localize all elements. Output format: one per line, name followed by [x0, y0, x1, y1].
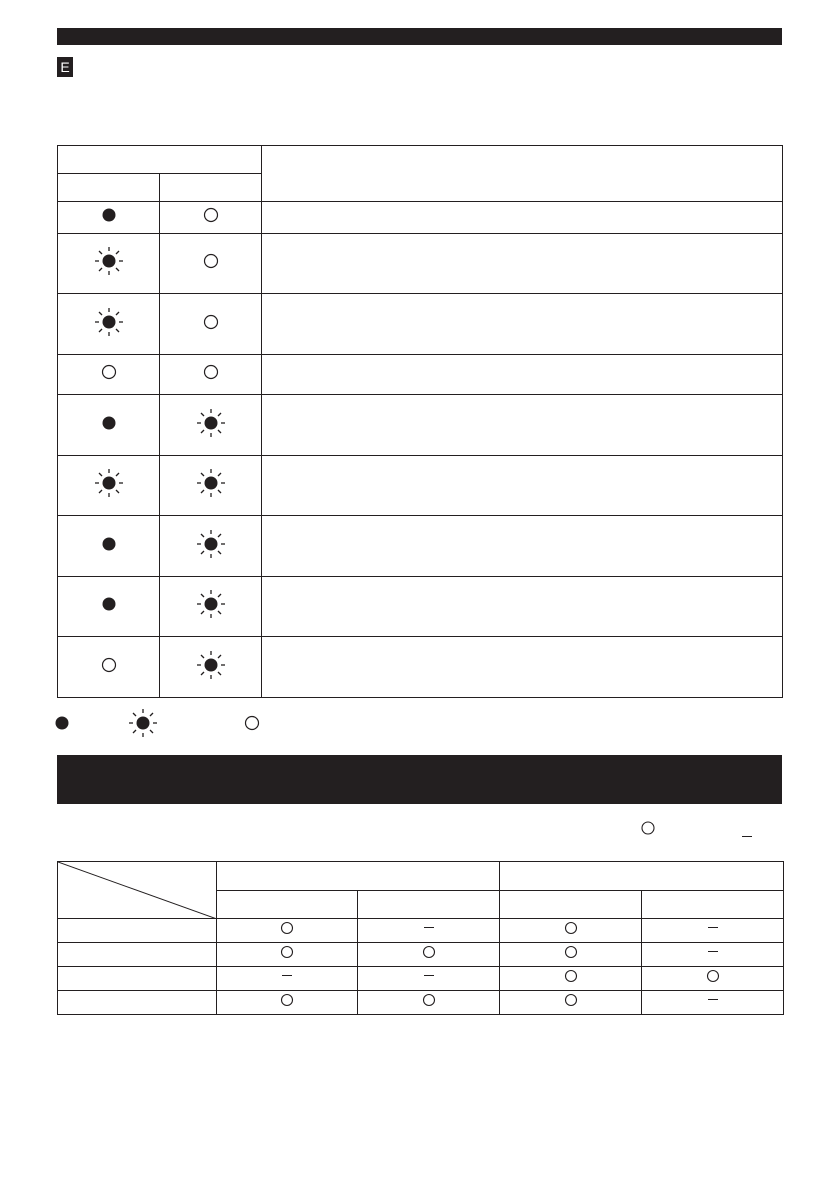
compatibility-row	[58, 919, 784, 943]
compatible-icon	[217, 919, 358, 943]
lamp-off-icon	[203, 314, 219, 335]
compatible-key-icon	[640, 820, 656, 836]
lamp-off-icon	[101, 364, 117, 385]
diagonal-header-cell	[58, 862, 217, 919]
lamp1-cell	[58, 395, 160, 456]
group-b-header	[500, 862, 784, 891]
row-label	[58, 943, 217, 967]
status-row	[58, 294, 783, 355]
lamp1-cell	[58, 456, 160, 516]
lamp-blinking-icon	[196, 650, 226, 685]
description-header	[262, 146, 783, 202]
lamp1-cell	[58, 577, 160, 637]
group-a-sub1-header	[217, 891, 358, 919]
lamp2-cell	[160, 202, 262, 234]
lamp2-cell	[160, 294, 262, 355]
lamp2-cell	[160, 355, 262, 395]
status-description	[262, 355, 783, 395]
top-header-bar	[57, 28, 782, 45]
lamp-blinking-icon	[94, 307, 124, 342]
lamp-on-icon	[54, 708, 70, 743]
group-a-header	[217, 862, 500, 891]
not-compatible-key-icon	[742, 828, 752, 844]
status-description	[262, 234, 783, 294]
lamp2-header	[160, 174, 262, 202]
not-compatible-icon	[358, 967, 500, 991]
compatible-icon	[500, 967, 642, 991]
lamp-off-icon	[203, 253, 219, 274]
group-b-sub1-header	[500, 891, 642, 919]
status-row	[58, 456, 783, 516]
lamp1-cell	[58, 355, 160, 395]
status-row	[58, 395, 783, 456]
status-row	[58, 202, 783, 234]
status-description	[262, 202, 783, 234]
status-description	[262, 637, 783, 698]
lamp2-cell	[160, 516, 262, 577]
compatible-icon	[358, 991, 500, 1015]
row-label	[58, 919, 217, 943]
lamp2-cell	[160, 456, 262, 516]
group-a-sub2-header	[358, 891, 500, 919]
compatible-icon	[217, 991, 358, 1015]
status-description	[262, 294, 783, 355]
not-compatible-icon	[642, 919, 784, 943]
lamp-off-icon	[203, 364, 219, 385]
lamp-group-header	[58, 146, 262, 174]
compatible-icon	[500, 991, 642, 1015]
lamp-blinking-icon	[196, 468, 226, 503]
lamp1-cell	[58, 202, 160, 234]
status-description	[262, 516, 783, 577]
compatibility-row	[58, 967, 784, 991]
status-description	[262, 395, 783, 456]
status-row	[58, 637, 783, 698]
lamp1-cell	[58, 516, 160, 577]
compatible-icon	[500, 919, 642, 943]
lamp2-cell	[160, 234, 262, 294]
lamp1-header	[58, 174, 160, 202]
status-row	[58, 516, 783, 577]
lamp2-cell	[160, 395, 262, 456]
lamp-blinking-icon	[94, 468, 124, 503]
lamp-on-icon	[101, 596, 117, 617]
lamp-on-icon	[101, 207, 117, 228]
lamp2-cell	[160, 577, 262, 637]
lamp-blinking-icon	[196, 408, 226, 443]
status-description	[262, 577, 783, 637]
lamp1-cell	[58, 294, 160, 355]
lamp-on-icon	[101, 536, 117, 557]
lamp1-cell	[58, 637, 160, 698]
compatibility-table	[57, 861, 784, 1015]
compatible-icon	[358, 943, 500, 967]
status-row	[58, 355, 783, 395]
compatibility-row	[58, 943, 784, 967]
language-badge: E	[57, 57, 73, 77]
lamp-off-icon	[101, 657, 117, 678]
lamp2-cell	[160, 637, 262, 698]
group-b-sub2-header	[642, 891, 784, 919]
compatible-icon	[642, 967, 784, 991]
compatible-icon	[217, 943, 358, 967]
indicator-status-table	[57, 145, 783, 698]
lamp-blinking-icon	[94, 246, 124, 281]
status-row	[58, 234, 783, 294]
compatibility-row	[58, 991, 784, 1015]
row-label	[58, 991, 217, 1015]
status-description	[262, 456, 783, 516]
not-compatible-icon	[642, 991, 784, 1015]
lamp-off-icon	[244, 708, 260, 743]
lamp-blinking-icon	[196, 529, 226, 564]
row-label	[58, 967, 217, 991]
lamp1-cell	[58, 234, 160, 294]
lamp-blinking-icon	[128, 708, 158, 743]
status-row	[58, 577, 783, 637]
lamp-on-icon	[101, 415, 117, 436]
not-compatible-icon	[217, 967, 358, 991]
lamp-off-icon	[203, 207, 219, 228]
lamp-blinking-icon	[196, 589, 226, 624]
not-compatible-icon	[358, 919, 500, 943]
compatible-icon	[500, 943, 642, 967]
not-compatible-icon	[642, 943, 784, 967]
section-heading-bar	[57, 755, 782, 804]
